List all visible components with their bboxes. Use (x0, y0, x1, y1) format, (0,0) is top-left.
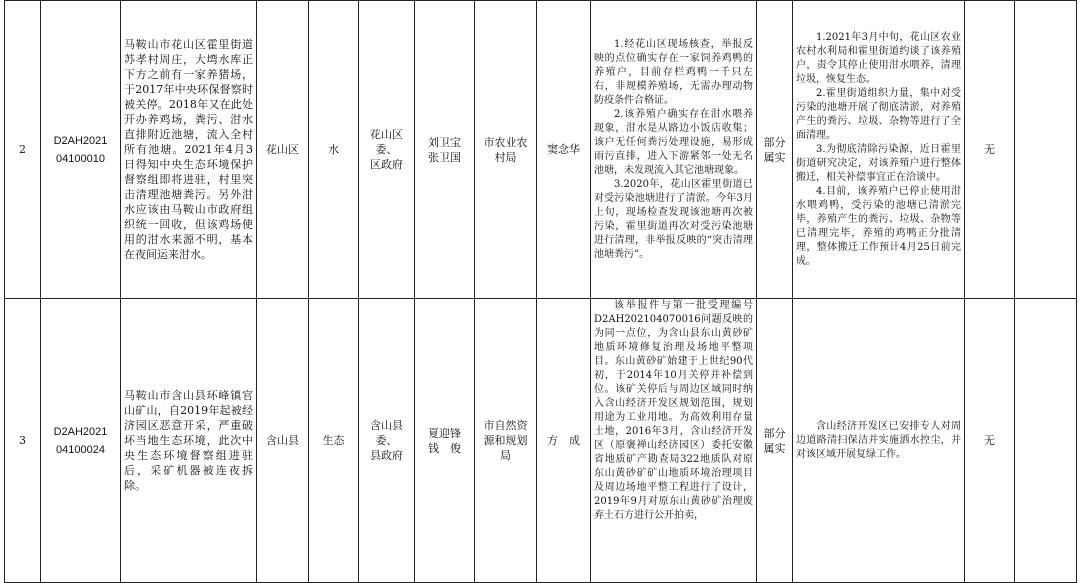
table-row (5, 299, 1077, 583)
complaint-content: 马鞍山市花山区霍里街道苏孝村周庄，大塆水库正下方之前有一家养猪场，于2017年中央环保督察时被关停。2018年又在此处开办养鸡场，粪污、泔水直排附近池塘，流入全村所有池塘。2021年4月3日得知中央生态环境保护督察组即将进驻，村里突击清理池塘粪污。另外泔水应该由马鞍山市政府组织统一回收，但该鸡场使用的泔水来源不明，基本在夜间运来泔水。 (121, 1, 257, 299)
responsible-unit: 花山区委、 区政府 (359, 1, 415, 299)
accountability: 无 (965, 1, 1015, 299)
responsible-person: 窦念华 (537, 1, 591, 299)
rectification-measures (793, 299, 965, 583)
complaint-content: 马鞍山市含山县环峰镇官山矿山，自2019年起被经济园区恶意开采，严重破坏当地生态环境，此次中央生态环境督察组进驻后，采矿机器被连夜拆除。 (121, 299, 257, 583)
row-index: 2 (5, 1, 41, 299)
report-table (4, 0, 1077, 583)
responsible-person: 方 成 (537, 299, 591, 583)
investigation-findings (591, 299, 757, 583)
responsible-leaders: 夏迎锋 钱 俊 (415, 299, 475, 583)
pollution-type: 生态 (309, 299, 359, 583)
verdict: 部分 属实 (757, 1, 793, 299)
measure-paragraph: 4.目前，该养殖户已停止使用泔水喂鸡鸭，受污染的池塘已清淤完毕，养殖产生的粪污、垃圾、杂物等已清理完毕，养殖的鸡鸭正分批清理，整体搬迁工作预计4月25日前完成。 (796, 185, 961, 267)
pollution-type: 水 (309, 1, 359, 299)
lead-department: 市农业农 村局 (475, 1, 537, 299)
row-index: 3 (5, 299, 41, 583)
measure-paragraph: 1.2021年3月中旬，花山区农业农村水利局和霍里街道约谈了该养殖户，责令其停止使用泔水喂养，清理垃圾，恢复生态。 (796, 31, 961, 85)
verdict: 部分 属实 (757, 299, 793, 583)
extra-cell (1015, 299, 1077, 583)
district: 含山县 (257, 299, 309, 583)
finding-paragraph: 1.经花山区现场核查，举报反映的点位确实存在一家饲养鸡鸭的养殖户，目前存栏鸡鸭一千只左右，非规模养殖场，无需办理动物防疫条件合格证。 (594, 38, 753, 106)
finding-paragraph: 2.该养殖户确实存在泔水喂养现象，泔水是从路边小饭店收集；该户无任何粪污处理设施，易形成雨污直排，进入下游紧邻一处无名池塘，未发现流入其它池塘现象。 (594, 108, 753, 176)
measure-paragraph: 含山经济开发区已安排专人对周边道路清扫保洁并实施洒水控尘，并对该区域开展复绿工作。 (796, 420, 961, 460)
responsible-unit: 含山县委、 县政府 (359, 299, 415, 583)
measure-paragraph: 3.为彻底清除污染源，近日霍里街道研究决定，对该养殖户进行整体搬迁，相关补偿事宜正在洽谈中。 (796, 143, 961, 183)
rectification-measures (793, 1, 965, 299)
finding-paragraph: 3.2020年，花山区霍里街道已对受污染池塘进行了清淤。今年3月上旬，现场检查发现该池塘再次被污染，霍里街道再次对受污染池塘进行清理，非举报反映的“突击清理池塘粪污”。 (594, 178, 753, 260)
district: 花山区 (257, 1, 309, 299)
case-code: D2AH2021 04100010 (41, 1, 121, 299)
extra-cell (1015, 1, 1077, 299)
investigation-findings (591, 1, 757, 299)
accountability: 无 (965, 299, 1015, 583)
responsible-leaders: 刘卫宝 张卫国 (415, 1, 475, 299)
lead-department: 市自然资 源和规划 局 (475, 299, 537, 583)
table-row (5, 1, 1077, 299)
finding-paragraph: 该举报件与第一批受理编号D2AH202104070016问题反映的为同一点位，为含山县东山黄砂矿地质环境修复治理及场地平整项目。东山黄砂矿始建于上世纪90代初，于2014年10月关停并补偿到位。该矿关停后与周边区域同时纳入含山经济开发区规划范围，规划用途为工业用地。为高效利用存量土地，2016年3月，含山经济开发区（原褒禅山经济园区）委托安徽省地质矿产勘查局322地质队对原东山黄砂矿矿山地质环境治理项目及周边场地平整工程进行了设计，2019年9月对原东山黄砂矿治理废弃土石方进行公开拍卖， (594, 300, 753, 521)
case-code: D2AH2021 04100024 (41, 299, 121, 583)
measure-paragraph: 2.霍里街道组织力量，集中对受污染的池塘开展了彻底清淤，对养殖产生的粪污、垃圾、杂物等进行了全面清理。 (796, 87, 961, 141)
